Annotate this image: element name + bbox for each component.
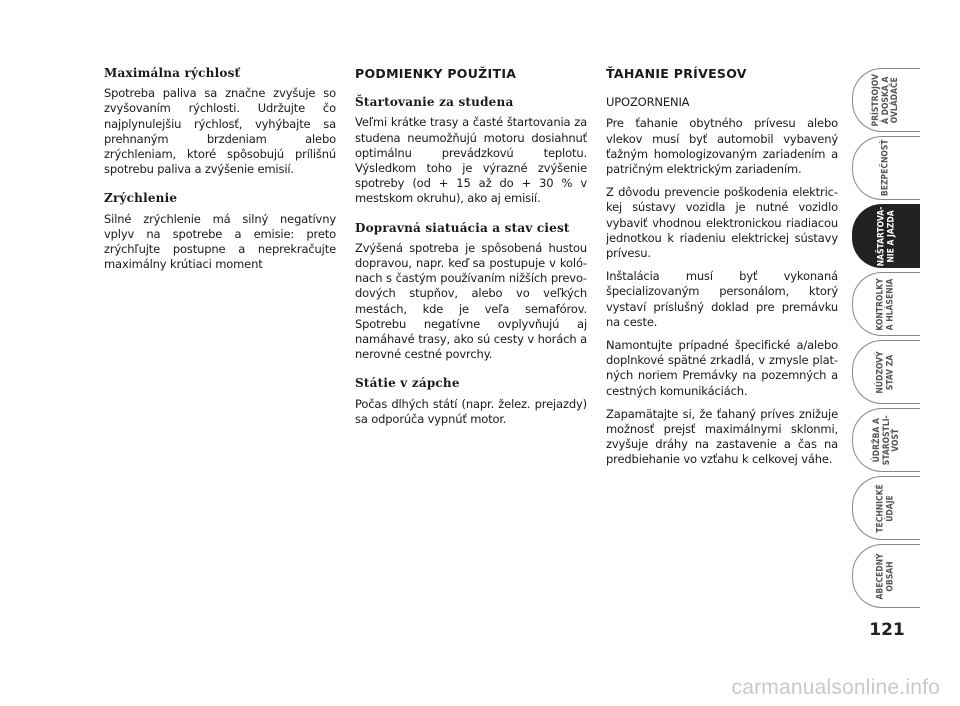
heading-traffic: Dopravná siatuácia a stav ciest [355, 220, 570, 235]
column-left [104, 66, 336, 286]
tab-safety[interactable] [852, 136, 920, 200]
tab-maintenance[interactable] [852, 408, 920, 472]
tab-label: BEZPEČNOSŤ [880, 139, 891, 197]
warning-label: UPOZORNENIA [606, 95, 690, 110]
tab-label: NÚDZOVÝ STAV ZA [875, 350, 896, 394]
tab-label: ABECEDNÝ OBSAH [875, 552, 896, 600]
tab-warning-lights[interactable] [852, 272, 920, 336]
tab-index[interactable] [852, 544, 920, 608]
tab-label: KONTROLKY A HLÁSENIA [875, 277, 896, 331]
paragraph-traffic: Zvýšená spotreba je spôsobená hustou dopravou, napr. keď sa postupuje v kolónach s častým používaním nižších prevodových stupňov, alebo vo veľkých mestách, kde je veľa semafórov. Spotrebu negatívne ovplyvňujú aj namáhavé trasy, ako sú cesty v horách a nerovné cestné povrchy. [355, 240, 587, 362]
heading-cold-start: Štartovanie za studena [355, 95, 514, 110]
heading-max-speed: Maximálna rýchlosť [104, 66, 241, 80]
paragraph-towing-2: Z dôvodu prevencie poškodenia elektrickej sústavy vozidla je nutné vozidlo vybaviť vhodnou elektronickou riadiacou jednotkou k riadeniu elektrickej sústavy prívesu. [606, 185, 838, 261]
paragraph-max-speed: Spotreba paliva sa značne zvyšuje so zvyšovaním rýchlosti. Udržujte čo najplynulejšiu rýchlosť, vyhýbajte sa prehnaným brzdeniam alebo zrýchleniam, ktoré spôsobujú prílišnú spotrebu paliva a zvýšenie emisií. [104, 86, 336, 177]
paragraph-towing-3: Inštalácia musí byť vykonaná špecializovaným personálom, ktorý vystaví príslušný doklad pre premávku na ceste. [606, 269, 838, 329]
paragraph-towing-1: Pre ťahanie obytného prívesu alebo vlekov musí byť automobil vybavený ťažným homologizovaným zariadením a patričným elektrickým zariadením. [606, 116, 838, 177]
watermark: carmanualsonline.info [731, 676, 940, 699]
paragraph-traffic-jam: Počas dlhých státí (napr. želez. prejazdy) sa odporúča vypnúť motor. [355, 396, 587, 426]
tab-emergency[interactable] [852, 340, 920, 404]
tab-starting-driving[interactable] [852, 204, 920, 268]
tab-instruments[interactable] [852, 68, 920, 132]
tab-label: PRÍSTROJOV Á DOSKA A OVLÁDAČE [871, 73, 901, 127]
column-right [606, 66, 838, 476]
tab-label: TECHNICKÉ ÚDAJE [876, 483, 896, 533]
paragraph-cold-start: Veľmi krátke trasy a časté štartovania za studena neumožňujú motoru dosiahnuť optimálnu prevádzkovú teplotu. Výsledkom toho je výrazné zvýšenie spotreby (od + 15 až do + 30 % v mestskom okruhu), ako aj emisií. [355, 115, 587, 206]
tab-technical-data[interactable] [852, 476, 920, 540]
section-title-towing: ŤAHANIE PRÍVESOV [606, 66, 747, 81]
tab-label: NAŠTARTOVA- NIE A JAZDA [875, 206, 896, 266]
page-number: 121 [869, 620, 905, 640]
heading-traffic-jam: Státie v zápche [355, 376, 460, 391]
paragraph-towing-4: Namontujte prípadné špecifické a/alebo doplnkové spätné zrkadlá, v zmysle platných noriem Premávky na pozemných a cestných komunikáciách. [606, 338, 838, 398]
paragraph-acceleration: Silné zrýchlenie má silný negatívny vplyv na spotrebe a emisie: preto zrýchľujte postupne a neprekračujte maximálny krútiaci moment [104, 211, 336, 272]
section-title-conditions: PODMIENKY POUŽITIA [355, 66, 517, 81]
column-middle [355, 66, 587, 441]
heading-acceleration: Zrýchlenie [104, 191, 178, 206]
tab-label: ÚDRŽBA A STAROSTLI- VOSŤ [871, 415, 901, 465]
paragraph-towing-5: Zapamätajte si, že ťahaný príves znižuje možnosť prejsť maximálnymi sklonmi, zvyšuje dráhy na zastavenie a čas na predbiehanie vo vzťahu k celkovej váhe. [606, 406, 838, 467]
